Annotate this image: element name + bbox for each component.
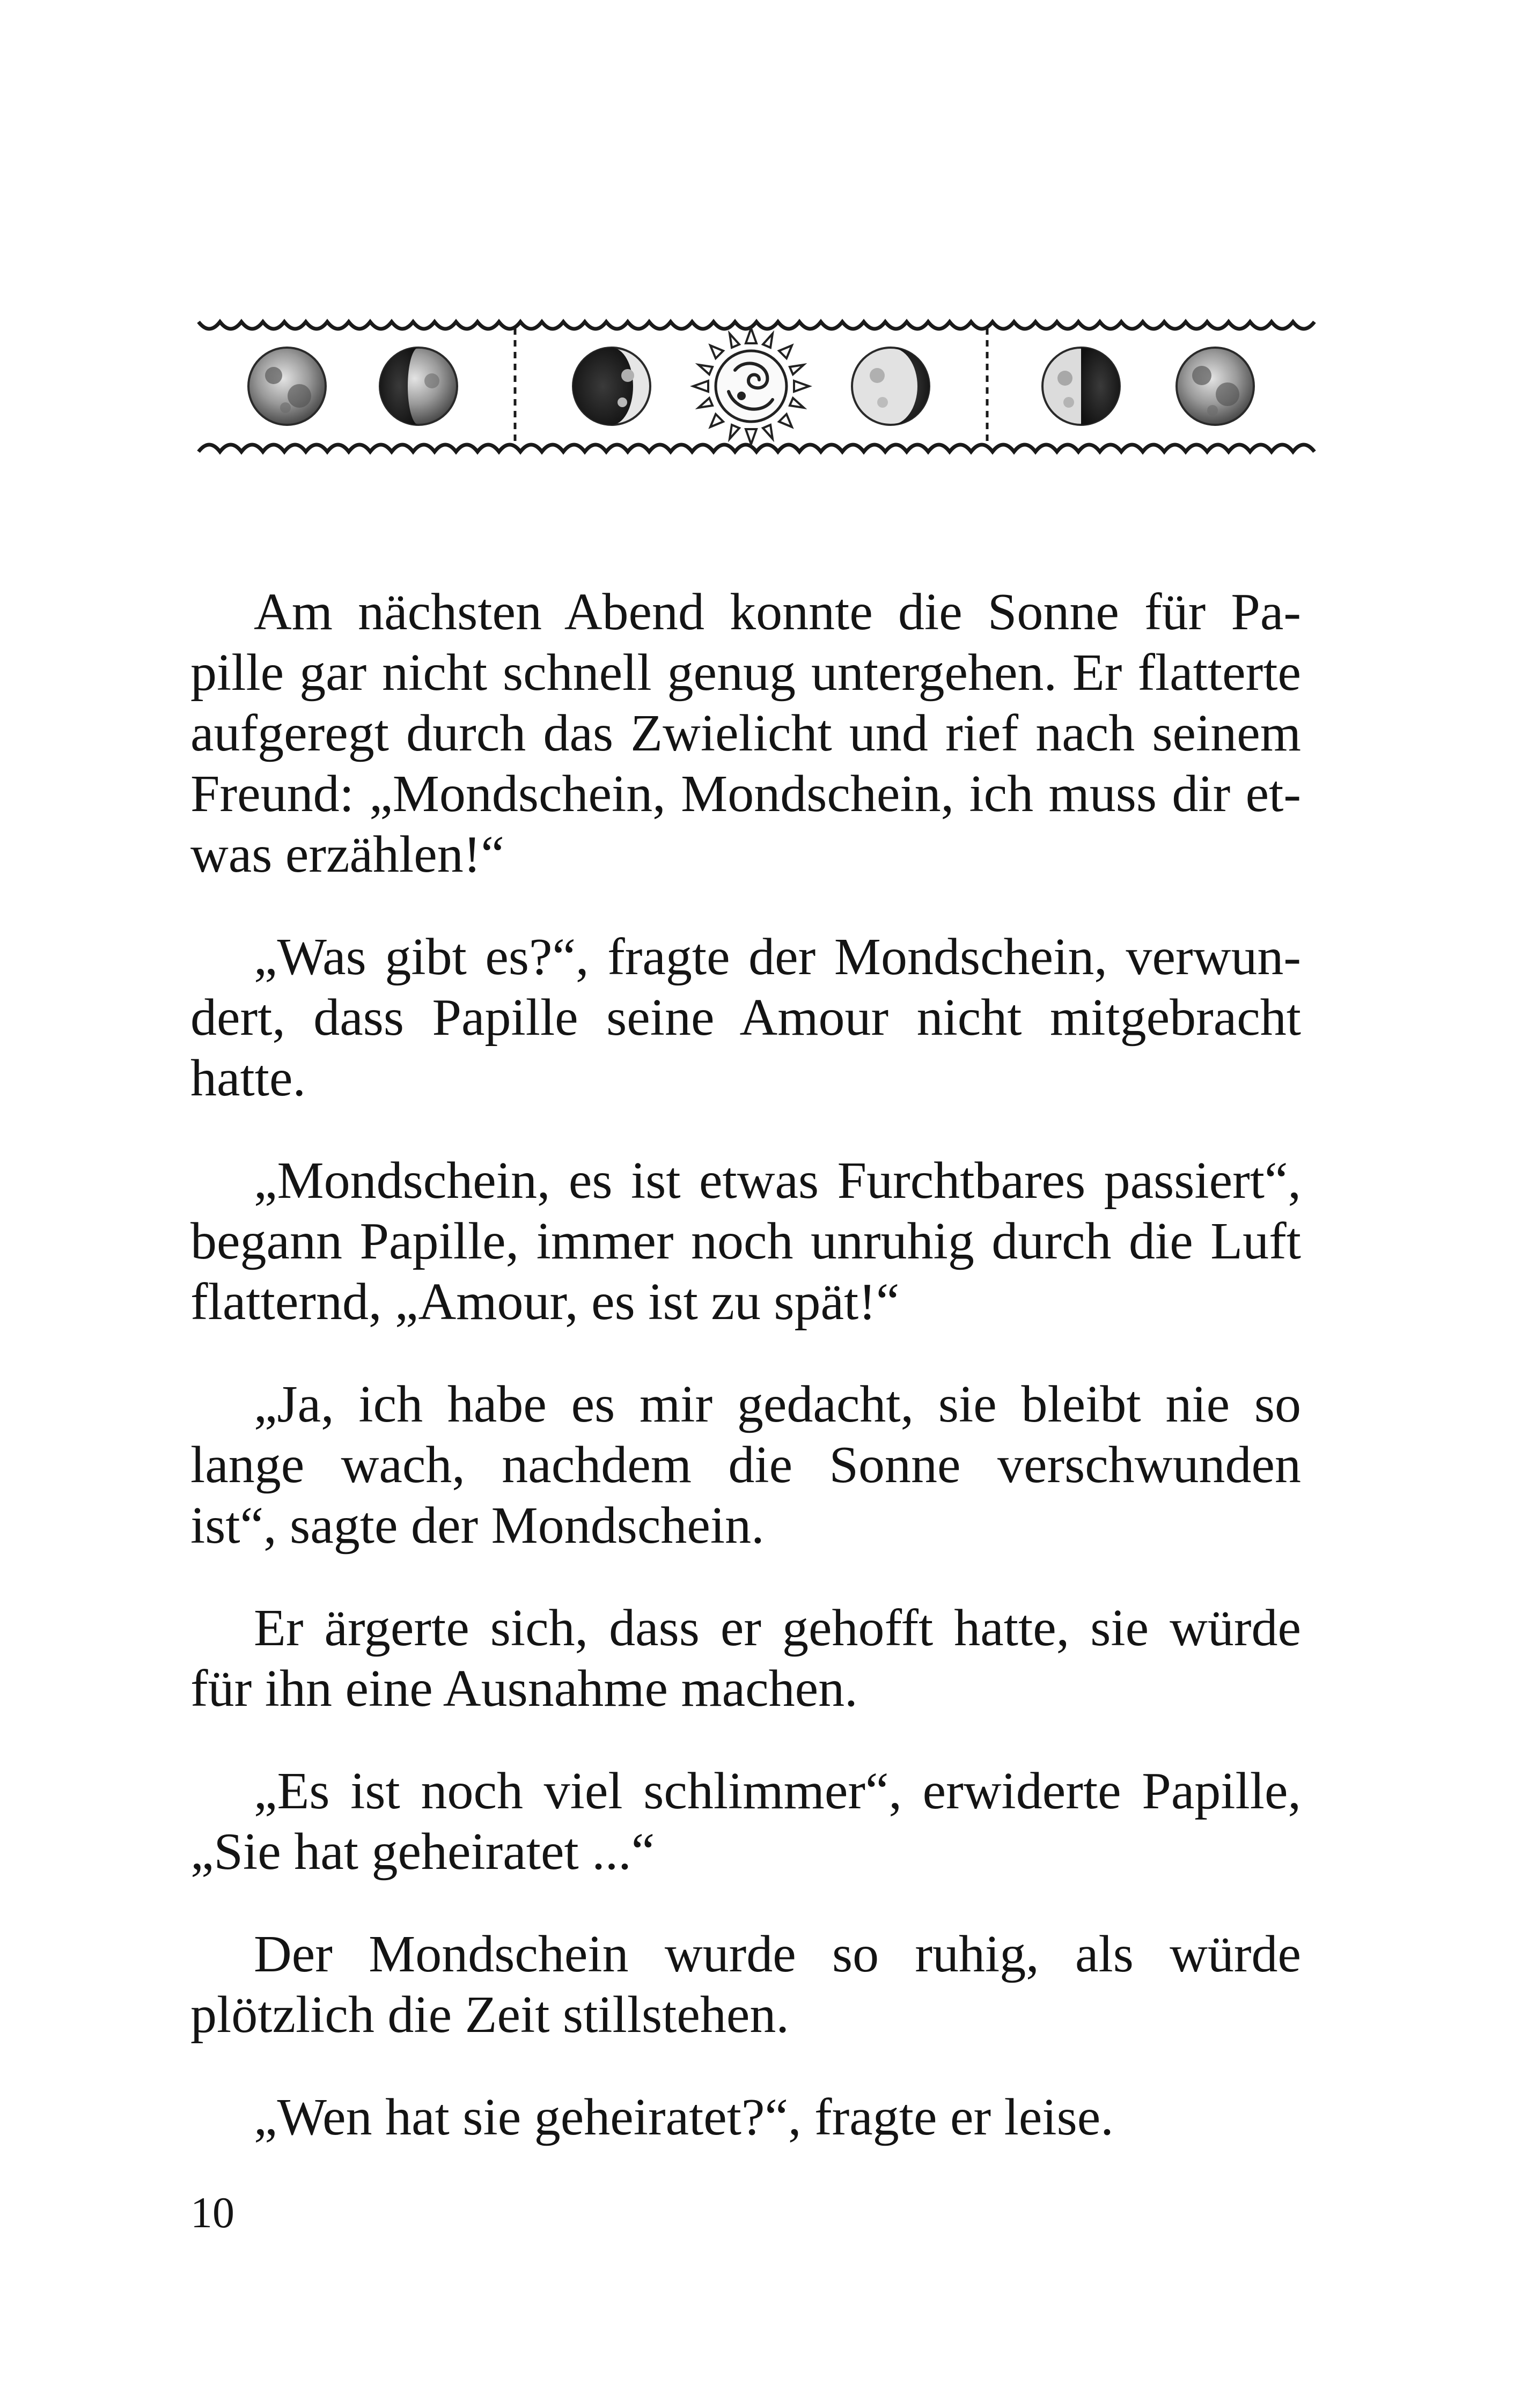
text-line: pille gar nicht schnell genug untergehen. Er flatterte — [190, 644, 1301, 702]
text-line: ist“, sagte der Mondschein. — [190, 1497, 765, 1555]
sun-icon — [693, 328, 809, 444]
paragraph — [190, 1761, 1301, 1882]
text-line: plötzlich die Zeit stillstehen. — [190, 1986, 789, 2044]
text-line: dert, dass Papille seine Amour nicht mitgebracht — [190, 989, 1301, 1047]
text-line: „Mondschein, es ist etwas Furchtbares passiert“, — [254, 1152, 1301, 1210]
paragraph — [190, 1151, 1301, 1332]
text-line: lange wach, nachdem die Sonne verschwunden — [190, 1436, 1301, 1494]
text-line: aufgeregt durch das Zwielicht und rief nach seinem — [190, 704, 1301, 762]
text-line: was erzählen!“ — [190, 826, 504, 883]
waxing-moon-icon — [852, 348, 929, 425]
paragraph — [190, 1598, 1301, 1719]
moon-phase-ornament — [193, 300, 1325, 472]
half-moon-icon — [1042, 348, 1120, 425]
text-line: „Wen hat sie geheiratet?“, fragte er leise. — [254, 2088, 1114, 2146]
text-line: Der Mondschein wurde so ruhig, als würde — [254, 1925, 1301, 1983]
paragraph — [190, 927, 1301, 1109]
crescent-moon-icon — [573, 348, 650, 425]
text-line: „Es ist noch viel schlimmer“, erwiderte Papille, — [254, 1762, 1301, 1820]
text-line: Freund: „Mondschein, Mondschein, ich muss dir et- — [190, 765, 1301, 823]
text-line: hatte. — [190, 1049, 306, 1107]
paragraph — [190, 582, 1301, 885]
text-line: Am nächsten Abend konnte die Sonne für Pa- — [254, 583, 1301, 641]
text-line: flatternd, „Amour, es ist zu spät!“ — [190, 1273, 900, 1331]
story-text — [190, 582, 1301, 2190]
text-line: Er ärgerte sich, dass er gehofft hatte, sie würde — [254, 1599, 1301, 1657]
text-line: „Ja, ich habe es mir gedacht, sie bleibt nie so — [254, 1375, 1301, 1433]
ornament-graphic — [193, 300, 1325, 472]
text-line: „Was gibt es?“, fragte der Mondschein, verwun- — [254, 928, 1301, 986]
text-line: begann Papille, immer noch unruhig durch die Luft — [190, 1212, 1301, 1270]
paragraph — [190, 1924, 1301, 2045]
full-moon-icon — [248, 348, 326, 425]
text-line: für ihn eine Ausnahme machen. — [190, 1660, 858, 1718]
full-moon-icon — [1177, 348, 1254, 425]
page-number: 10 — [190, 2188, 234, 2237]
text-line: „Sie hat geheiratet ...“ — [190, 1823, 655, 1881]
paragraph — [190, 2087, 1301, 2148]
waning-moon-icon — [380, 348, 457, 425]
paragraph — [190, 1374, 1301, 1556]
